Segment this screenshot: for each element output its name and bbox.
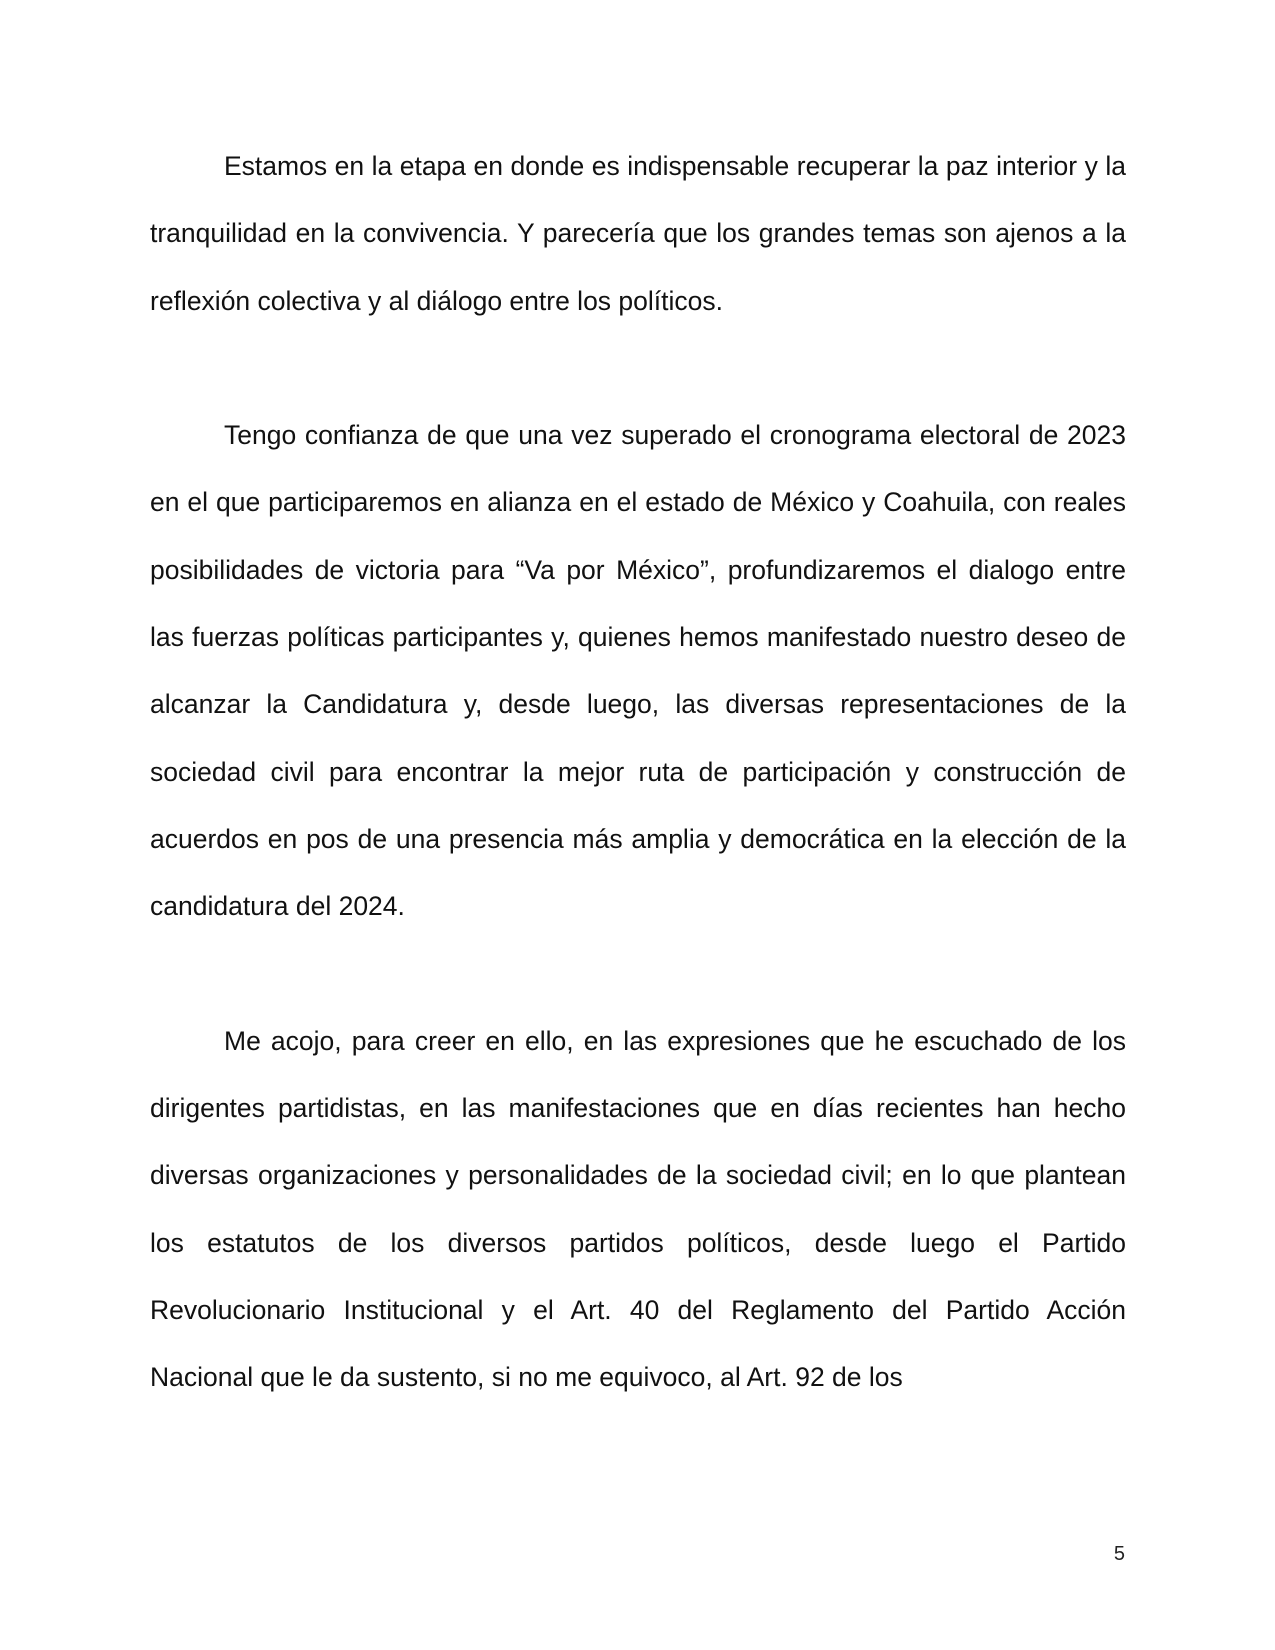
- paragraph-2: Tengo confianza de que una vez superado el cronograma electoral de 2023 en el que participaremos en alianza en el estado de México y Coahuila, con reales posibilidades de victoria para “Va por México”, profundizaremos el dialogo entre las fuerzas políticas participantes y, quienes hemos manifestado nuestro deseo de alcanzar la Candidatura y, desde luego, las diversas representaciones de la sociedad civil para encontrar la mejor ruta de participación y construcción de acuerdos en pos de una presencia más amplia y democrática en la elección de la candidatura del 2024.: [150, 420, 1126, 922]
- page-number: 5: [1113, 1543, 1125, 1565]
- paragraph-1: Estamos en la etapa en donde es indispensable recuperar la paz interior y la tranquilidad en la convivencia. Y parecería que los grandes temas son ajenos a la reflexión colectiva y al diálogo entre los políticos.: [150, 151, 1126, 316]
- document-body: [150, 133, 1126, 1412]
- paragraph-3: Me acojo, para creer en ello, en las expresiones que he escuchado de los dirigentes partidistas, en las manifestaciones que en días recientes han hecho diversas organizaciones y personalidades de la sociedad civil; en lo que plantean los estatutos de los diversos partidos políticos, desde luego el Partido Revolucionario Institucional y el Art. 40 del Reglamento del Partido Acción Nacional que le da sustento, si no me equivoco, al Art. 92 de los: [150, 1025, 1126, 1393]
